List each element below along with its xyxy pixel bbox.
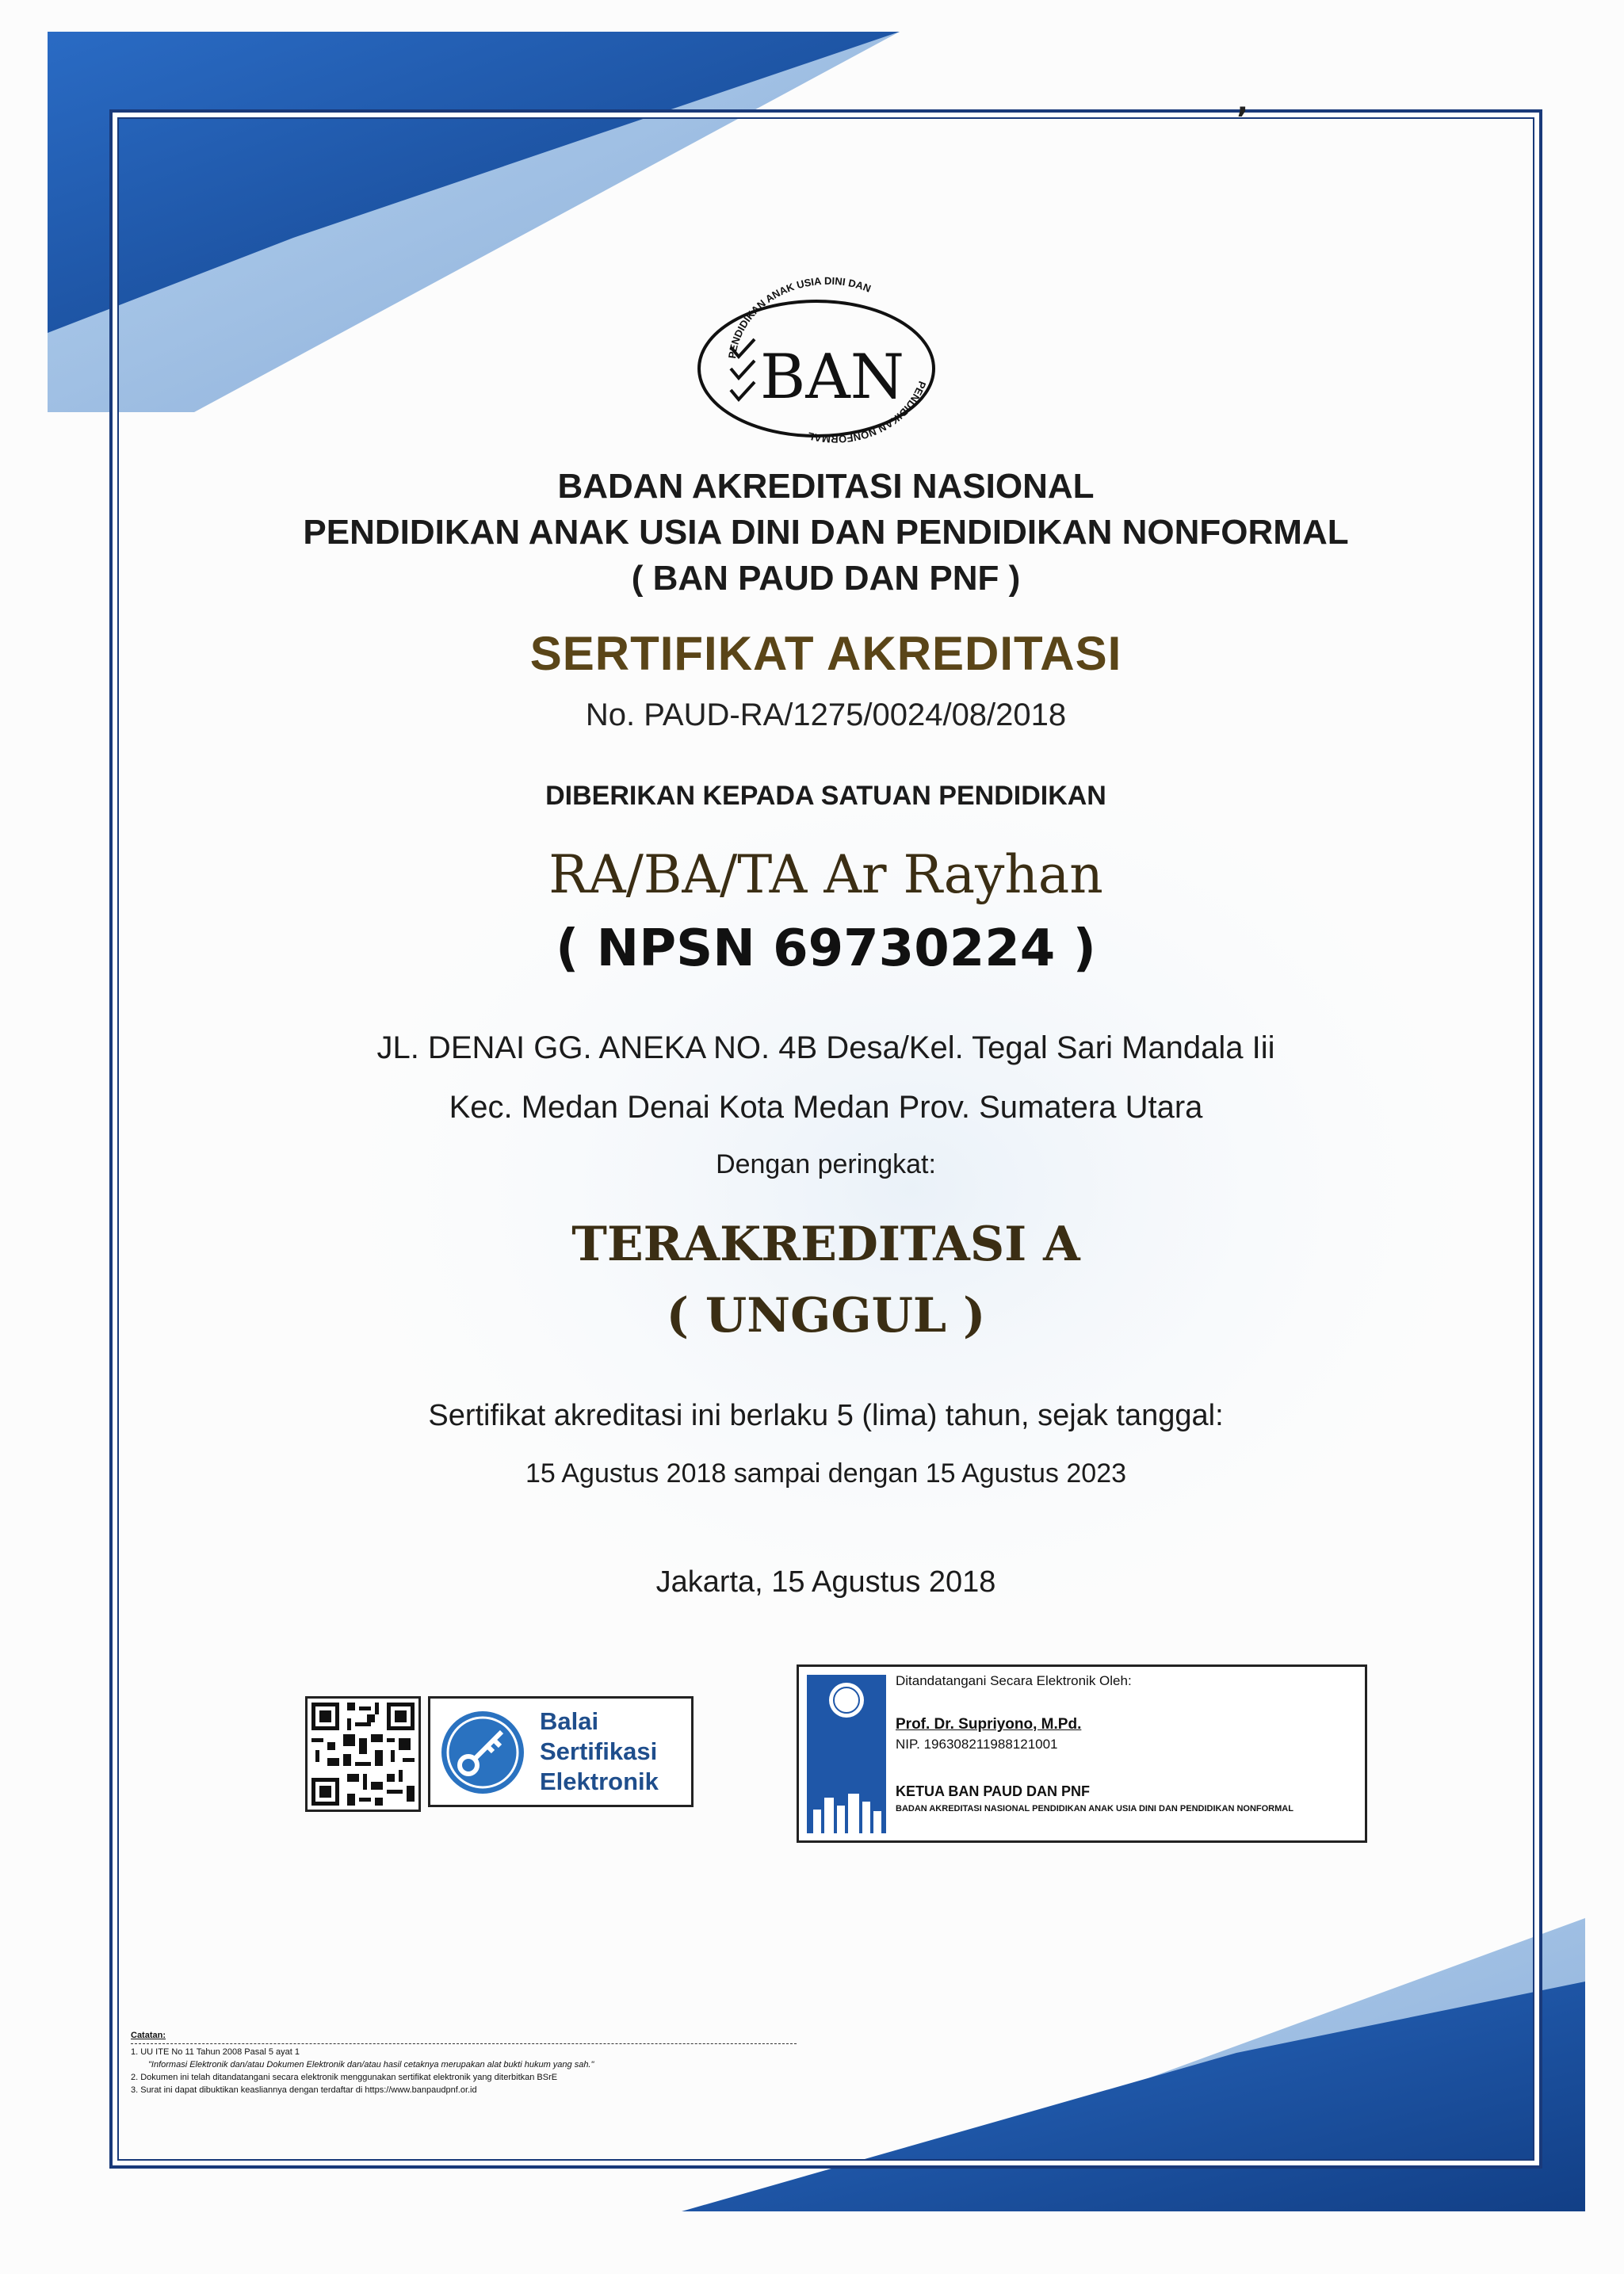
org-line2: PENDIDIKAN ANAK USIA DINI DAN PENDIDIKAN NONFORMAL (303, 513, 1349, 552)
rank-qualifier: ( UNGGUL ) (666, 1288, 986, 1343)
bsre-text (540, 1706, 659, 1797)
organization-name (109, 464, 1542, 602)
footnotes-title: Catatan: (131, 2031, 166, 2040)
ban-logo (682, 262, 951, 452)
bsre-line1: Balai (540, 1707, 599, 1735)
address-line2: Kec. Medan Denai Kota Medan Prov. Sumatera Utara (449, 1090, 1203, 1125)
logo-mark: BAN (760, 342, 904, 413)
address-line1: JL. DENAI GG. ANEKA NO. 4B Desa/Kel. Tegal Sari Mandala Iii (376, 1030, 1275, 1065)
qr-code-icon (308, 1699, 418, 1810)
rank-value: TERAKREDITASI A (571, 1217, 1080, 1272)
validity-dates: 15 Agustus 2018 sampai dengan 15 Agustus 2023 (525, 1458, 1127, 1489)
given-to-label: DIBERIKAN KEPADA SATUAN PENDIDIKAN (545, 781, 1106, 811)
signature-building-icon (807, 1675, 886, 1833)
footnotes (131, 2029, 828, 2096)
logo-arc-bottom: PENDIDIKAN NONFORMAL (806, 379, 929, 445)
qr-code[interactable] (305, 1696, 421, 1812)
logo-arc-top: PENDIDIKAN ANAK USIA DINI DAN (725, 274, 873, 360)
validity-statement: Sertifikat akreditasi ini berlaku 5 (lima) tahun, sejak tanggal: (428, 1399, 1224, 1432)
certificate-number: No. PAUD-RA/1275/0024/08/2018 (585, 697, 1067, 732)
signer-name: Prof. Dr. Supriyono, M.Pd. (896, 1716, 1082, 1733)
certificate-title: SERTIFIKAT AKREDITASI (529, 627, 1122, 680)
org-line3: ( BAN PAUD DAN PNF ) (631, 559, 1021, 598)
signer-organization: BADAN AKREDITASI NASIONAL PENDIDIKAN ANAK USIA DINI DAN PENDIDIKAN NONFORMAL (896, 1804, 1293, 1813)
footnote-item: 3. Surat ini dapat dibuktikan keasliannya dengan terdaftar di https://www.banpaudpnf.or.id (131, 2085, 477, 2095)
ban-logo-icon (682, 262, 951, 452)
bsre-badge (428, 1696, 694, 1807)
school-npsn: ( NPSN 69730224 ) (556, 919, 1096, 978)
footnote-item: 1. UU ITE No 11 Tahun 2008 Pasal 5 ayat 1 (131, 2047, 300, 2057)
org-line1: BADAN AKREDITASI NASIONAL (557, 467, 1095, 506)
bsre-line3: Elektronik (540, 1768, 659, 1795)
footnote-item: 2. Dokumen ini telah ditandatangani secara elektronik menggunakan sertifikat elektronik yang diterbitkan BSrE (131, 2073, 558, 2082)
stray-mark: ’ (1236, 101, 1249, 138)
footnotes-divider (131, 2043, 797, 2044)
signature-heading: Ditandatangani Secara Elektronik Oleh: (896, 1673, 1132, 1688)
electronic-signature-box (797, 1664, 1367, 1843)
issue-place-date: Jakarta, 15 Agustus 2018 (655, 1565, 996, 1599)
footnote-item: "Informasi Elektronik dan/atau Dokumen Elektronik dan/atau hasil cetaknya merupakan alat bukti hukum yang sah." (148, 2060, 594, 2070)
rank-label: Dengan peringkat: (716, 1149, 936, 1179)
signer-nip: NIP. 196308211988121001 (896, 1737, 1058, 1752)
school-name: RA/BA/TA Ar Rayhan (548, 844, 1103, 905)
signer-position: KETUA BAN PAUD DAN PNF (896, 1783, 1090, 1799)
bsre-key-icon (438, 1708, 527, 1797)
bsre-line2: Sertifikasi (540, 1737, 658, 1765)
